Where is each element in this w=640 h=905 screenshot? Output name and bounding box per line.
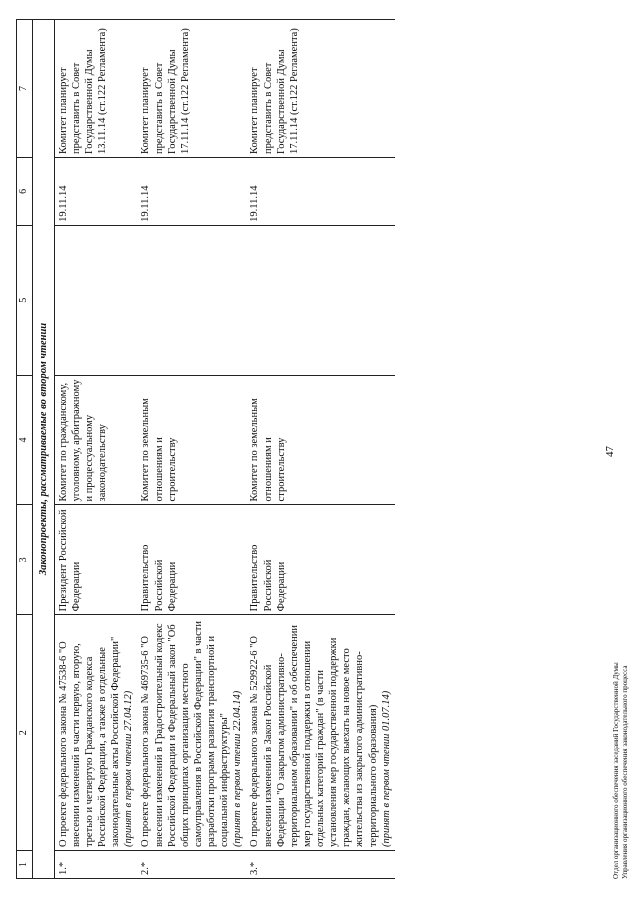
table-row	[246, 20, 394, 879]
section-header-row	[32, 20, 54, 879]
column-header: 3	[17, 505, 33, 615]
column-header: 4	[17, 375, 33, 505]
column-header: 2	[17, 615, 33, 851]
footer-line: Отдел организационного обеспечения заседаний Государственной Думы	[612, 662, 620, 879]
column-header: 1	[17, 851, 33, 879]
bill-cell	[246, 615, 394, 851]
table-row	[137, 20, 246, 879]
bill-cell	[137, 615, 246, 851]
committee-plan-note: Комитет планирует представить в Совет Государственной Думы 17.11.14 (ст.122 Регламента)	[137, 20, 246, 158]
column-5-cell	[246, 225, 394, 375]
committee: Комитет по земельным отношениям и строительству	[246, 375, 394, 505]
bills-table	[16, 19, 395, 879]
bill-cell	[54, 615, 137, 851]
column-header: 5	[17, 225, 33, 375]
column-header-row	[17, 20, 33, 879]
consideration-date: 19.11.14	[246, 157, 394, 225]
bill-title: О проекте федерального закона № 469735-6 "О внесении изменений в Градостроительный кодекс Российской Федерации и Федеральный закон "Об общих принципах организации местного самоуправления в Российской Федерации" в части разработки программ развития транспортной и социальной инфраструктуры"	[140, 621, 231, 848]
first-reading-note: (принят в первом чтении 01.07.14)	[380, 690, 392, 848]
committee: Комитет по гражданскому, уголовному, арбитражному и процессуальному законодательству	[54, 375, 137, 505]
consideration-date: 19.11.14	[54, 157, 137, 225]
initiator: Правительство Российской Федерации	[246, 505, 394, 615]
row-number: 3.*	[246, 851, 394, 879]
footer	[612, 662, 630, 879]
bill-title: О проекте федерального закона № 529922-6 "О внесении изменений в Закон Российской Федерации "О закрытом административно-территориальном образовании" и об обеспечении мер государственной поддержки в отношении отдельных категорий граждан" (в части установления мер государственной поддержки граждан, желающих выехать на новое место жительства из закрытого административно-территориального образования)	[249, 624, 379, 848]
column-header: 7	[17, 20, 33, 158]
committee-plan-note: Комитет планирует представить в Совет Государственной Думы 17.11.14 (ст.122 Регламента)	[246, 20, 394, 158]
footer-line: Управления организационного обеспечения законодательного процесса	[621, 665, 629, 879]
section-title: Законопроекты, рассматриваемые во втором чтении	[32, 20, 54, 879]
committee-plan-note: Комитет планирует представить в Совет Государственной Думы 13.11.14 (ст.122 Регламента)	[54, 20, 137, 158]
column-header: 6	[17, 157, 33, 225]
first-reading-note: (принят в первом чтении 27.04.12)	[123, 690, 135, 848]
bill-title: О проекте федерального закона № 47538-6 "О внесении изменений в части первую, вторую, третью и четвертую Гражданского кодекса Российской Федерации, а также в отдельные законодательные акты Российской Федерации"	[57, 636, 122, 848]
initiator: Президент Российской Федерации	[54, 505, 137, 615]
row-number: 1.*	[54, 851, 137, 879]
column-5-cell	[54, 225, 137, 375]
table-row	[54, 20, 137, 879]
page-number: 47	[604, 446, 616, 457]
consideration-date: 19.11.14	[137, 157, 246, 225]
initiator: Правительство Российской Федерации	[137, 505, 246, 615]
committee: Комитет по земельным отношениям и строительству	[137, 375, 246, 505]
first-reading-note: (принят в первом чтении 22.04.14)	[232, 690, 244, 848]
row-number: 2.*	[137, 851, 246, 879]
column-5-cell	[137, 225, 246, 375]
